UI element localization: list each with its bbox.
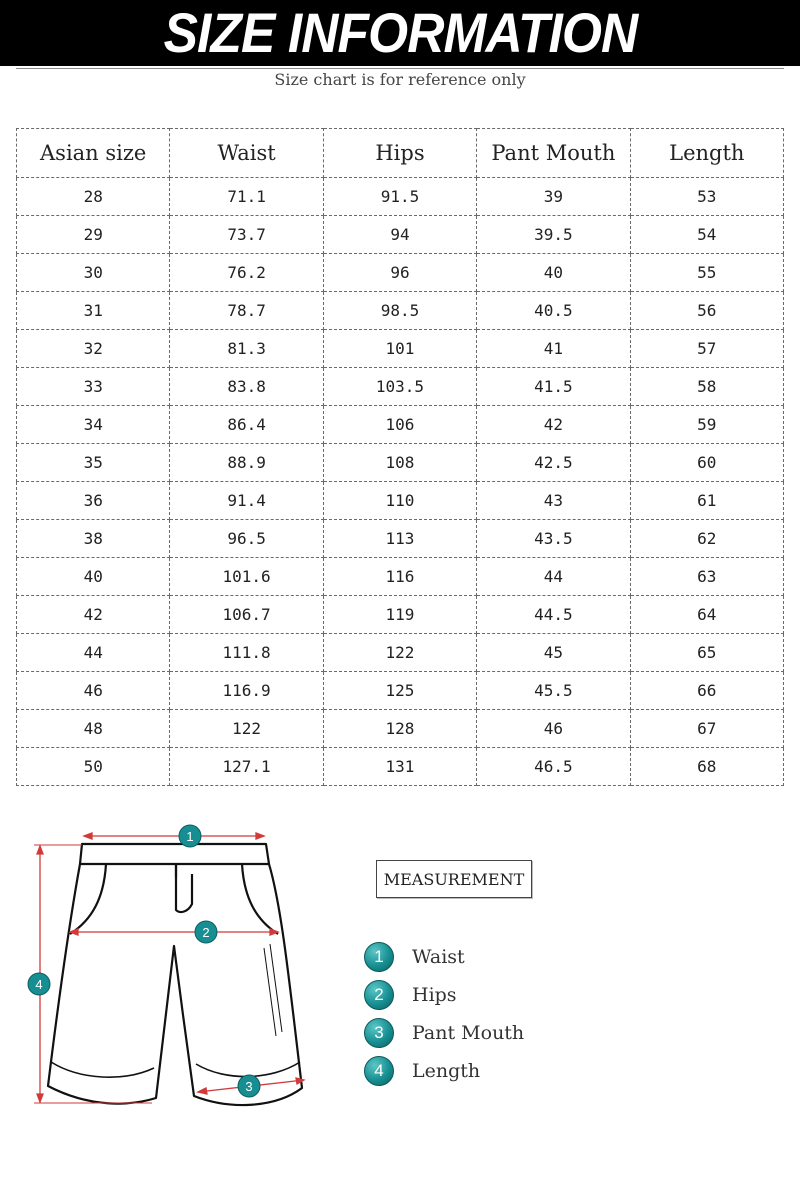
table-cell: 55 — [630, 254, 783, 292]
shorts-outline — [48, 844, 302, 1105]
table-cell: 108 — [323, 444, 476, 482]
table-cell: 62 — [630, 520, 783, 558]
table-cell: 131 — [323, 748, 476, 786]
table-cell: 64 — [630, 596, 783, 634]
table-cell: 122 — [323, 634, 476, 672]
table-cell: 78.7 — [170, 292, 323, 330]
number-2-icon: 2 — [364, 980, 394, 1010]
diagram-number-badges — [28, 825, 260, 1097]
legend-label: Waist — [412, 946, 465, 968]
table-cell: 57 — [630, 330, 783, 368]
table-row — [17, 216, 784, 254]
table-cell: 32 — [17, 330, 170, 368]
legend-item-pant-mouth — [364, 1014, 524, 1052]
table-cell: 65 — [630, 634, 783, 672]
table-cell: 30 — [17, 254, 170, 292]
number-1-icon: 1 — [364, 942, 394, 972]
number-3-icon: 3 — [364, 1018, 394, 1048]
measurement-title: MEASUREMENT — [383, 869, 525, 889]
legend-item-length — [364, 1052, 524, 1090]
table-cell: 60 — [630, 444, 783, 482]
table-cell: 42 — [477, 406, 630, 444]
table-cell: 103.5 — [323, 368, 476, 406]
svg-text:2: 2 — [202, 925, 210, 940]
table-cell: 98.5 — [323, 292, 476, 330]
table-row — [17, 672, 784, 710]
table-row — [17, 254, 784, 292]
table-row — [17, 482, 784, 520]
table-cell: 42 — [17, 596, 170, 634]
table-cell: 96.5 — [170, 520, 323, 558]
table-cell: 91.5 — [323, 178, 476, 216]
subtitle: Size chart is for reference only — [274, 70, 526, 89]
legend-label: Length — [412, 1060, 481, 1082]
table-cell: 56 — [630, 292, 783, 330]
table-cell: 91.4 — [170, 482, 323, 520]
legend-item-waist — [364, 938, 524, 976]
table-cell: 83.8 — [170, 368, 323, 406]
table-cell: 127.1 — [170, 748, 323, 786]
table-cell: 71.1 — [170, 178, 323, 216]
table-cell: 40 — [17, 558, 170, 596]
page-title: SIZE INFORMATION — [163, 1, 637, 64]
number-4-icon: 4 — [364, 1056, 394, 1086]
table-cell: 63 — [630, 558, 783, 596]
legend-label: Hips — [412, 984, 457, 1006]
column-header: Pant Mouth — [477, 129, 630, 178]
table-cell: 41 — [477, 330, 630, 368]
table-cell: 28 — [17, 178, 170, 216]
table-cell: 42.5 — [477, 444, 630, 482]
table-cell: 44 — [477, 558, 630, 596]
table-cell: 73.7 — [170, 216, 323, 254]
table-cell: 96 — [323, 254, 476, 292]
table-row — [17, 748, 784, 786]
table-cell: 106 — [323, 406, 476, 444]
table-row — [17, 558, 784, 596]
legend-label: Pant Mouth — [412, 1022, 525, 1044]
table-cell: 40 — [477, 254, 630, 292]
table-cell: 43.5 — [477, 520, 630, 558]
column-header: Asian size — [17, 129, 170, 178]
table-cell: 46.5 — [477, 748, 630, 786]
table-cell: 128 — [323, 710, 476, 748]
shorts-diagram — [20, 818, 320, 1118]
svg-text:1: 1 — [186, 829, 194, 844]
table-cell: 45 — [477, 634, 630, 672]
table-cell: 61 — [630, 482, 783, 520]
table-cell: 39 — [477, 178, 630, 216]
column-header: Length — [630, 129, 783, 178]
divider — [16, 68, 784, 69]
hips-marker-icon — [195, 921, 217, 943]
table-cell: 122 — [170, 710, 323, 748]
table-cell: 116 — [323, 558, 476, 596]
table-cell: 106.7 — [170, 596, 323, 634]
table-cell: 54 — [630, 216, 783, 254]
table-cell: 119 — [323, 596, 476, 634]
table-row — [17, 178, 784, 216]
table-cell: 50 — [17, 748, 170, 786]
table-cell: 59 — [630, 406, 783, 444]
table-header-row — [17, 129, 784, 178]
pant-mouth-marker-icon — [238, 1075, 260, 1097]
table-cell: 45.5 — [477, 672, 630, 710]
table-cell: 36 — [17, 482, 170, 520]
table-cell: 88.9 — [170, 444, 323, 482]
waist-marker-icon — [179, 825, 201, 847]
table-body — [17, 178, 784, 786]
legend-item-hips — [364, 976, 524, 1014]
size-table — [16, 128, 784, 786]
table-row — [17, 520, 784, 558]
length-marker-icon — [28, 973, 50, 995]
table-row — [17, 292, 784, 330]
table-row — [17, 330, 784, 368]
table-cell: 125 — [323, 672, 476, 710]
table-cell: 43 — [477, 482, 630, 520]
table-cell: 29 — [17, 216, 170, 254]
table-cell: 113 — [323, 520, 476, 558]
table-cell: 66 — [630, 672, 783, 710]
table-cell: 44.5 — [477, 596, 630, 634]
table-row — [17, 406, 784, 444]
table-cell: 81.3 — [170, 330, 323, 368]
table-cell: 110 — [323, 482, 476, 520]
table-cell: 33 — [17, 368, 170, 406]
table-cell: 41.5 — [477, 368, 630, 406]
svg-text:4: 4 — [35, 977, 43, 992]
table-cell: 31 — [17, 292, 170, 330]
table-cell: 40.5 — [477, 292, 630, 330]
table-cell: 86.4 — [170, 406, 323, 444]
table-cell: 53 — [630, 178, 783, 216]
table-cell: 101 — [323, 330, 476, 368]
table-row — [17, 444, 784, 482]
table-cell: 58 — [630, 368, 783, 406]
table-cell: 68 — [630, 748, 783, 786]
table-cell: 116.9 — [170, 672, 323, 710]
table-cell: 44 — [17, 634, 170, 672]
table-row — [17, 368, 784, 406]
table-cell: 34 — [17, 406, 170, 444]
table-cell: 46 — [17, 672, 170, 710]
svg-text:3: 3 — [245, 1079, 253, 1094]
measurement-title-box — [376, 860, 532, 898]
table-cell: 67 — [630, 710, 783, 748]
table-row — [17, 710, 784, 748]
title-banner — [0, 0, 800, 66]
column-header: Hips — [323, 129, 476, 178]
measurement-arrows — [34, 833, 304, 1103]
table-row — [17, 596, 784, 634]
measurement-legend — [364, 938, 524, 1090]
table-cell: 111.8 — [170, 634, 323, 672]
table-cell: 46 — [477, 710, 630, 748]
table-cell: 35 — [17, 444, 170, 482]
table-cell: 94 — [323, 216, 476, 254]
table-cell: 101.6 — [170, 558, 323, 596]
table-cell: 76.2 — [170, 254, 323, 292]
table-cell: 48 — [17, 710, 170, 748]
table-row — [17, 634, 784, 672]
column-header: Waist — [170, 129, 323, 178]
table-cell: 38 — [17, 520, 170, 558]
table-cell: 39.5 — [477, 216, 630, 254]
